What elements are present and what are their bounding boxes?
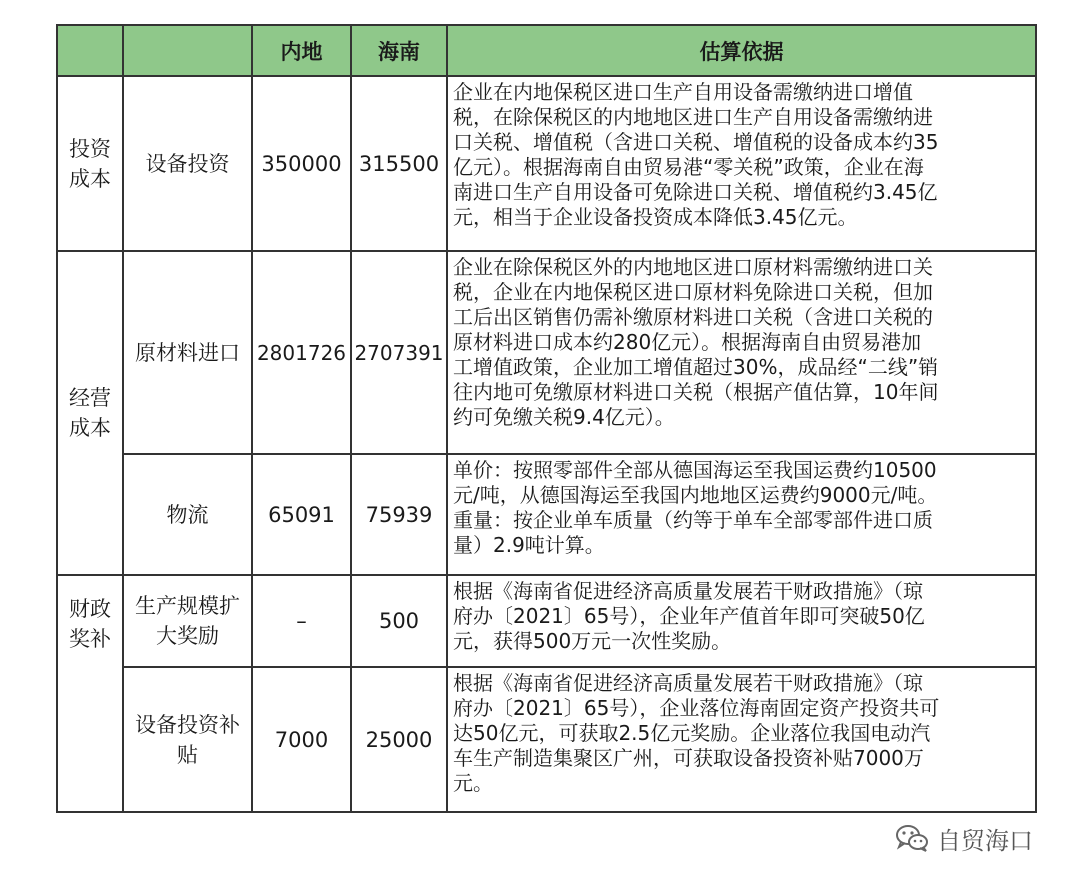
basis-cell: 根据《海南省促进经济高质量发展若干财政措施》（琼 府办〔2021〕65号），企业年产值首年即可突破50亿 元，获得500万元一次性奖励。 bbox=[447, 575, 1036, 667]
basis-cell: 企业在除保税区外的内地地区进口原材料需缴纳进口关 税，企业在内地保税区进口原材料免除进口关税，但加 工后出区销售仍需补缴原材料进口关税（含进口关税的 原材料进口成本约280亿元）。根据海南自由贸易港加 工增值政策，企业加工增值超过30%，成品经“二线”销 往内地可免缴原材料进口关税（根据产值估算，10年间 约可免缴关税9.4亿元）。 bbox=[447, 251, 1036, 454]
inland-value: 7000 bbox=[252, 667, 351, 812]
basis-cell: 企业在内地保税区进口生产自用设备需缴纳进口增值 税，在除保税区的内地地区进口生产自用设备需缴纳进 口关税、增值税（含进口关税、增值税的设备成本约35 亿元）。根据海南自由贸易港“零关税”政策，企业在海 南进口生产自用设备可免除进口关税、增值税约3.45亿 元，相当于企业设备投资成本降低3.45亿元。 bbox=[447, 76, 1036, 251]
table-row bbox=[57, 76, 1036, 251]
header-inland: 内地 bbox=[252, 25, 351, 76]
inland-value: 2801726 bbox=[252, 251, 351, 454]
table-row bbox=[57, 251, 1036, 454]
watermark-text: 自贸海口 bbox=[937, 826, 1033, 855]
wechat-icon bbox=[895, 824, 929, 852]
item-cell: 设备投资补 贴 bbox=[123, 667, 252, 812]
inland-value: – bbox=[252, 575, 351, 667]
hainan-value: 75939 bbox=[351, 454, 447, 575]
table-row bbox=[57, 575, 1036, 667]
item-cell: 原材料进口 bbox=[123, 251, 252, 454]
inland-value: 65091 bbox=[252, 454, 351, 575]
hainan-value: 315500 bbox=[351, 76, 447, 251]
item-cell: 物流 bbox=[123, 454, 252, 575]
category-cell: 投资 成本 bbox=[57, 76, 123, 251]
cost-comparison-table bbox=[56, 24, 1037, 813]
watermark bbox=[895, 820, 1033, 856]
hainan-value: 500 bbox=[351, 575, 447, 667]
category-cell: 财政 奖补 bbox=[57, 575, 123, 812]
header-category bbox=[57, 25, 123, 76]
table-row bbox=[57, 454, 1036, 575]
category-cell: 经营 成本 bbox=[57, 251, 123, 575]
basis-cell: 根据《海南省促进经济高质量发展若干财政措施》（琼 府办〔2021〕65号），企业落位海南固定资产投资共可 达50亿元，可获取2.5亿元奖励。企业落位我国电动汽 车生产制造集聚区广州，可获取设备投资补贴7000万 元。 bbox=[447, 667, 1036, 812]
table-row bbox=[57, 667, 1036, 812]
item-cell: 设备投资 bbox=[123, 76, 252, 251]
hainan-value: 2707391 bbox=[351, 251, 447, 454]
item-cell: 生产规模扩 大奖励 bbox=[123, 575, 252, 667]
table-header-row bbox=[57, 25, 1036, 76]
header-basis: 估算依据 bbox=[447, 25, 1036, 76]
inland-value: 350000 bbox=[252, 76, 351, 251]
header-hainan: 海南 bbox=[351, 25, 447, 76]
header-item bbox=[123, 25, 252, 76]
hainan-value: 25000 bbox=[351, 667, 447, 812]
basis-cell: 单价：按照零部件全部从德国海运至我国运费约10500 元/吨，从德国海运至我国内地地区运费约9000元/吨。 重量：按企业单车质量（约等于单车全部零部件进口质 量）2.9吨计算。 bbox=[447, 454, 1036, 575]
